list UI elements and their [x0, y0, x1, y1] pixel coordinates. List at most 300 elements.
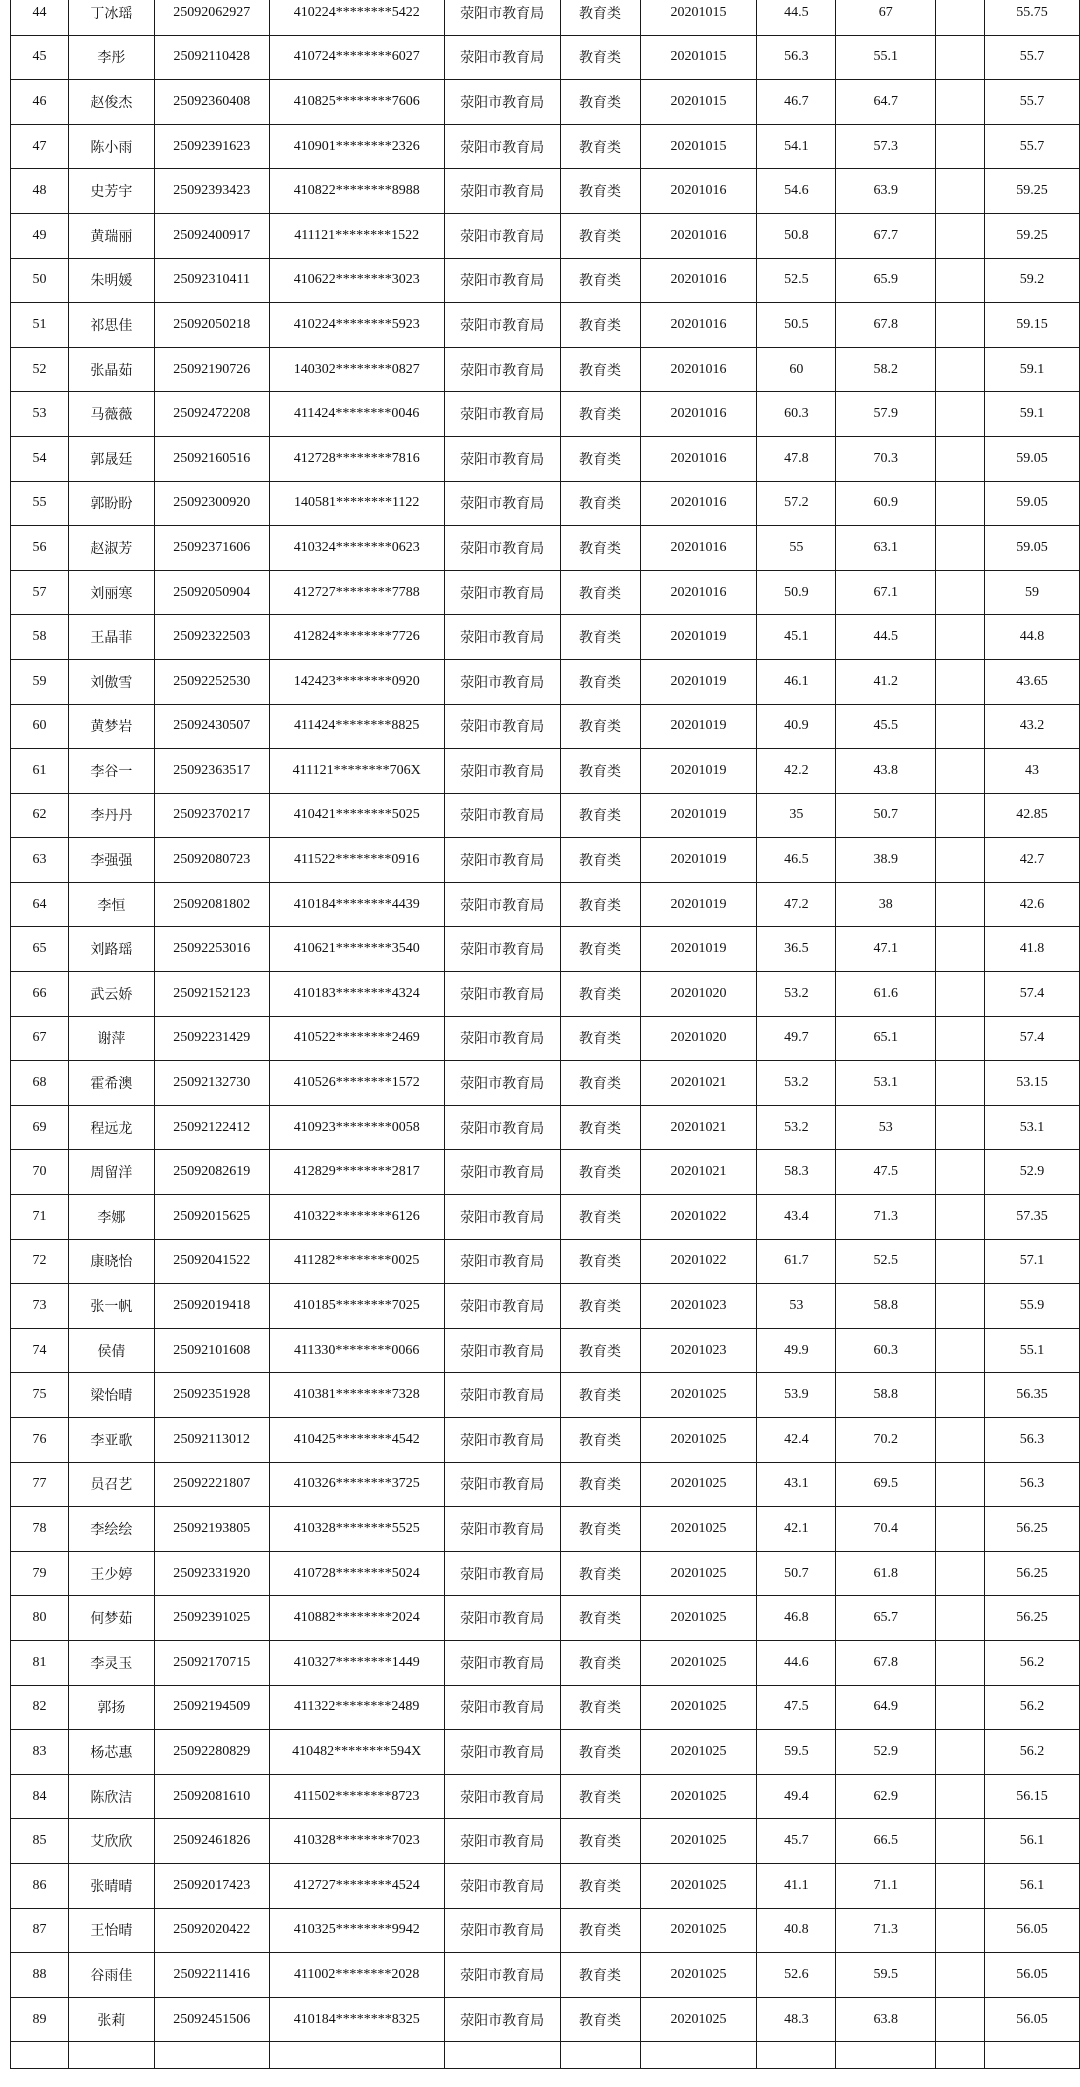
extra-score: [936, 793, 985, 838]
candidate-name: 陈欣洁: [68, 1774, 154, 1819]
table-row: [11, 0, 1080, 35]
written-score-2: 71.3: [836, 1195, 936, 1240]
candidate-name: 王怡晴: [68, 1908, 154, 1953]
written-score-1: 59.5: [757, 1730, 836, 1775]
extra-score: [936, 1774, 985, 1819]
row-number: 67: [11, 1016, 69, 1061]
written-score-1: 57.2: [757, 481, 836, 526]
exam-ticket-number: 25092190726: [154, 347, 269, 392]
row-number: 75: [11, 1373, 69, 1418]
written-score-2: 57.3: [836, 124, 936, 169]
candidate-name: 王少婷: [68, 1551, 154, 1596]
recruiting-unit: 荥阳市教育局: [444, 1061, 560, 1106]
total-score: 53.1: [985, 1105, 1080, 1150]
position-category: 教育类: [560, 1239, 640, 1284]
written-score-2: 59.5: [836, 1953, 936, 1998]
row-number: 82: [11, 1685, 69, 1730]
table-row: [11, 392, 1080, 437]
extra-score: [936, 169, 985, 214]
recruiting-unit: 荥阳市教育局: [444, 972, 560, 1017]
row-number: 53: [11, 392, 69, 437]
written-score-2: 70.2: [836, 1418, 936, 1463]
exam-ticket-number: 25092430507: [154, 704, 269, 749]
id-number: 410183********4324: [269, 972, 444, 1017]
recruiting-unit: 荥阳市教育局: [444, 1596, 560, 1641]
id-number: 411121********1522: [269, 213, 444, 258]
position-category: 教育类: [560, 1284, 640, 1329]
row-number: 58: [11, 615, 69, 660]
exam-ticket-number: 25092041522: [154, 1239, 269, 1284]
id-number: 410184********8325: [269, 1997, 444, 2042]
table-row: [11, 1328, 1080, 1373]
row-number: 44: [11, 0, 69, 35]
written-score-1: 49.9: [757, 1328, 836, 1373]
position-category: 教育类: [560, 659, 640, 704]
table-row: [11, 1551, 1080, 1596]
written-score-2: 61.8: [836, 1551, 936, 1596]
id-number: 410421********5025: [269, 793, 444, 838]
total-score: 44.8: [985, 615, 1080, 660]
position-code: 20201019: [640, 882, 757, 927]
candidate-name: 刘丽寒: [68, 570, 154, 615]
total-score: 42.85: [985, 793, 1080, 838]
total-score: 59.05: [985, 436, 1080, 481]
exam-ticket-number: 25092020422: [154, 1908, 269, 1953]
extra-score: [936, 35, 985, 80]
table-row: [11, 258, 1080, 303]
position-category: 教育类: [560, 1507, 640, 1552]
written-score-1: 42.1: [757, 1507, 836, 1552]
written-score-1: 52.5: [757, 258, 836, 303]
exam-ticket-number: 25092113012: [154, 1418, 269, 1463]
written-score-2: 70.3: [836, 436, 936, 481]
position-code: 20201025: [640, 1953, 757, 1998]
position-code: 20201025: [640, 1507, 757, 1552]
total-score: 59.25: [985, 213, 1080, 258]
id-number: 410185********7025: [269, 1284, 444, 1329]
id-number: 410325********9942: [269, 1908, 444, 1953]
exam-ticket-number: 25092310411: [154, 258, 269, 303]
candidate-name: 陈小雨: [68, 124, 154, 169]
id-number: 411282********0025: [269, 1239, 444, 1284]
position-category: 教育类: [560, 124, 640, 169]
empty-cell: [154, 2042, 269, 2069]
written-score-2: 65.7: [836, 1596, 936, 1641]
score-table: [10, 0, 1080, 2069]
recruiting-unit: 荥阳市教育局: [444, 1997, 560, 2042]
position-code: 20201019: [640, 659, 757, 704]
exam-ticket-number: 25092082619: [154, 1150, 269, 1195]
table-row: [11, 213, 1080, 258]
row-number: 54: [11, 436, 69, 481]
written-score-2: 60.3: [836, 1328, 936, 1373]
written-score-2: 52.5: [836, 1239, 936, 1284]
id-number: 410526********1572: [269, 1061, 444, 1106]
position-code: 20201015: [640, 124, 757, 169]
written-score-2: 50.7: [836, 793, 936, 838]
written-score-2: 69.5: [836, 1462, 936, 1507]
written-score-1: 48.3: [757, 1997, 836, 2042]
candidate-name: 李亚歌: [68, 1418, 154, 1463]
position-code: 20201025: [640, 1819, 757, 1864]
recruiting-unit: 荥阳市教育局: [444, 436, 560, 481]
exam-ticket-number: 25092451506: [154, 1997, 269, 2042]
id-number: 410724********6027: [269, 35, 444, 80]
position-category: 教育类: [560, 1997, 640, 2042]
exam-ticket-number: 25092371606: [154, 526, 269, 571]
position-category: 教育类: [560, 1819, 640, 1864]
row-number: 74: [11, 1328, 69, 1373]
extra-score: [936, 749, 985, 794]
total-score: 59: [985, 570, 1080, 615]
written-score-2: 55.1: [836, 35, 936, 80]
position-code: 20201016: [640, 169, 757, 214]
position-code: 20201016: [640, 258, 757, 303]
row-number: 68: [11, 1061, 69, 1106]
extra-score: [936, 526, 985, 571]
written-score-1: 50.5: [757, 303, 836, 348]
total-score: 56.05: [985, 1908, 1080, 1953]
written-score-1: 56.3: [757, 35, 836, 80]
id-number: 410825********7606: [269, 80, 444, 125]
written-score-2: 58.2: [836, 347, 936, 392]
empty-cell: [11, 2042, 69, 2069]
exam-ticket-number: 25092062927: [154, 0, 269, 35]
written-score-2: 52.9: [836, 1730, 936, 1775]
written-score-2: 71.3: [836, 1908, 936, 1953]
id-number: 410621********3540: [269, 927, 444, 972]
total-score: 56.2: [985, 1640, 1080, 1685]
exam-ticket-number: 25092351928: [154, 1373, 269, 1418]
position-code: 20201025: [640, 1997, 757, 2042]
candidate-name: 朱明媛: [68, 258, 154, 303]
table-row: [11, 481, 1080, 526]
position-code: 20201019: [640, 838, 757, 883]
total-score: 56.1: [985, 1819, 1080, 1864]
table-row: [11, 303, 1080, 348]
written-score-2: 67: [836, 0, 936, 35]
row-number: 66: [11, 972, 69, 1017]
candidate-name: 谷雨佳: [68, 1953, 154, 1998]
table-row-partial: [11, 2042, 1080, 2069]
exam-ticket-number: 25092101608: [154, 1328, 269, 1373]
position-category: 教育类: [560, 526, 640, 571]
position-category: 教育类: [560, 35, 640, 80]
extra-score: [936, 1418, 985, 1463]
total-score: 56.2: [985, 1685, 1080, 1730]
table-row: [11, 793, 1080, 838]
written-score-1: 47.2: [757, 882, 836, 927]
recruiting-unit: 荥阳市教育局: [444, 213, 560, 258]
extra-score: [936, 1997, 985, 2042]
total-score: 56.05: [985, 1997, 1080, 2042]
candidate-name: 杨芯惠: [68, 1730, 154, 1775]
table-row: [11, 1150, 1080, 1195]
empty-cell: [936, 2042, 985, 2069]
total-score: 59.15: [985, 303, 1080, 348]
total-score: 56.25: [985, 1596, 1080, 1641]
recruiting-unit: 荥阳市教育局: [444, 1774, 560, 1819]
written-score-2: 57.9: [836, 392, 936, 437]
written-score-2: 70.4: [836, 1507, 936, 1552]
row-number: 59: [11, 659, 69, 704]
table-row: [11, 1774, 1080, 1819]
table-row: [11, 570, 1080, 615]
extra-score: [936, 0, 985, 35]
written-score-1: 61.7: [757, 1239, 836, 1284]
id-number: 410328********5525: [269, 1507, 444, 1552]
position-code: 20201016: [640, 347, 757, 392]
exam-ticket-number: 25092170715: [154, 1640, 269, 1685]
candidate-name: 李绘绘: [68, 1507, 154, 1552]
extra-score: [936, 80, 985, 125]
recruiting-unit: 荥阳市教育局: [444, 1551, 560, 1596]
table-row: [11, 1373, 1080, 1418]
candidate-name: 李强强: [68, 838, 154, 883]
written-score-2: 44.5: [836, 615, 936, 660]
position-code: 20201025: [640, 1908, 757, 1953]
recruiting-unit: 荥阳市教育局: [444, 1328, 560, 1373]
exam-ticket-number: 25092194509: [154, 1685, 269, 1730]
empty-cell: [68, 2042, 154, 2069]
id-number: 140581********1122: [269, 481, 444, 526]
written-score-1: 53.9: [757, 1373, 836, 1418]
row-number: 64: [11, 882, 69, 927]
exam-ticket-number: 25092331920: [154, 1551, 269, 1596]
written-score-1: 42.4: [757, 1418, 836, 1463]
position-code: 20201025: [640, 1863, 757, 1908]
position-code: 20201019: [640, 615, 757, 660]
table-row: [11, 347, 1080, 392]
extra-score: [936, 347, 985, 392]
written-score-2: 64.7: [836, 80, 936, 125]
row-number: 57: [11, 570, 69, 615]
row-number: 77: [11, 1462, 69, 1507]
candidate-name: 李丹丹: [68, 793, 154, 838]
candidate-name: 刘路瑶: [68, 927, 154, 972]
position-code: 20201016: [640, 213, 757, 258]
written-score-2: 63.1: [836, 526, 936, 571]
candidate-name: 张晶茹: [68, 347, 154, 392]
table-row: [11, 1953, 1080, 1998]
total-score: 59.05: [985, 481, 1080, 526]
recruiting-unit: 荥阳市教育局: [444, 0, 560, 35]
position-category: 教育类: [560, 704, 640, 749]
extra-score: [936, 1640, 985, 1685]
position-code: 20201016: [640, 481, 757, 526]
written-score-1: 49.4: [757, 1774, 836, 1819]
candidate-name: 史芳宇: [68, 169, 154, 214]
written-score-1: 46.5: [757, 838, 836, 883]
position-category: 教育类: [560, 436, 640, 481]
row-number: 56: [11, 526, 69, 571]
position-category: 教育类: [560, 615, 640, 660]
candidate-name: 郭扬: [68, 1685, 154, 1730]
empty-cell: [560, 2042, 640, 2069]
total-score: 56.35: [985, 1373, 1080, 1418]
exam-ticket-number: 25092152123: [154, 972, 269, 1017]
position-category: 教育类: [560, 1418, 640, 1463]
row-number: 60: [11, 704, 69, 749]
id-number: 411424********0046: [269, 392, 444, 437]
total-score: 59.1: [985, 392, 1080, 437]
row-number: 71: [11, 1195, 69, 1240]
recruiting-unit: 荥阳市教育局: [444, 1863, 560, 1908]
written-score-2: 67.1: [836, 570, 936, 615]
position-category: 教育类: [560, 1908, 640, 1953]
position-category: 教育类: [560, 80, 640, 125]
row-number: 84: [11, 1774, 69, 1819]
total-score: 59.05: [985, 526, 1080, 571]
row-number: 73: [11, 1284, 69, 1329]
id-number: 410224********5422: [269, 0, 444, 35]
written-score-2: 63.8: [836, 1997, 936, 2042]
candidate-name: 郭盼盼: [68, 481, 154, 526]
candidate-name: 张一帆: [68, 1284, 154, 1329]
total-score: 56.3: [985, 1418, 1080, 1463]
row-number: 48: [11, 169, 69, 214]
candidate-name: 马薇薇: [68, 392, 154, 437]
written-score-2: 38: [836, 882, 936, 927]
position-code: 20201022: [640, 1239, 757, 1284]
position-category: 教育类: [560, 1328, 640, 1373]
total-score: 55.7: [985, 124, 1080, 169]
exam-ticket-number: 25092400917: [154, 213, 269, 258]
table-row: [11, 659, 1080, 704]
position-code: 20201025: [640, 1373, 757, 1418]
total-score: 59.2: [985, 258, 1080, 303]
table-row: [11, 1908, 1080, 1953]
exam-ticket-number: 25092300920: [154, 481, 269, 526]
total-score: 56.1: [985, 1863, 1080, 1908]
recruiting-unit: 荥阳市教育局: [444, 1819, 560, 1864]
recruiting-unit: 荥阳市教育局: [444, 1239, 560, 1284]
table-row: [11, 749, 1080, 794]
position-code: 20201016: [640, 570, 757, 615]
candidate-name: 刘傲雪: [68, 659, 154, 704]
position-category: 教育类: [560, 481, 640, 526]
table-row: [11, 1239, 1080, 1284]
written-score-2: 58.8: [836, 1373, 936, 1418]
id-number: 410324********0623: [269, 526, 444, 571]
written-score-2: 71.1: [836, 1863, 936, 1908]
exam-ticket-number: 25092221807: [154, 1462, 269, 1507]
total-score: 42.6: [985, 882, 1080, 927]
written-score-1: 44.6: [757, 1640, 836, 1685]
recruiting-unit: 荥阳市教育局: [444, 303, 560, 348]
extra-score: [936, 124, 985, 169]
candidate-name: 黄瑞丽: [68, 213, 154, 258]
extra-score: [936, 1685, 985, 1730]
position-code: 20201020: [640, 972, 757, 1017]
position-category: 教育类: [560, 570, 640, 615]
table-row: [11, 35, 1080, 80]
written-score-1: 40.8: [757, 1908, 836, 1953]
row-number: 83: [11, 1730, 69, 1775]
total-score: 42.7: [985, 838, 1080, 883]
table-row: [11, 1016, 1080, 1061]
recruiting-unit: 荥阳市教育局: [444, 1730, 560, 1775]
position-category: 教育类: [560, 1016, 640, 1061]
total-score: 56.05: [985, 1953, 1080, 1998]
recruiting-unit: 荥阳市教育局: [444, 481, 560, 526]
table-body: [11, 0, 1080, 2069]
candidate-name: 赵淑芳: [68, 526, 154, 571]
exam-ticket-number: 25092280829: [154, 1730, 269, 1775]
candidate-name: 李娜: [68, 1195, 154, 1240]
extra-score: [936, 1195, 985, 1240]
total-score: 55.75: [985, 0, 1080, 35]
total-score: 43.2: [985, 704, 1080, 749]
position-code: 20201021: [640, 1150, 757, 1195]
row-number: 65: [11, 927, 69, 972]
position-category: 教育类: [560, 169, 640, 214]
exam-ticket-number: 25092252530: [154, 659, 269, 704]
total-score: 59.25: [985, 169, 1080, 214]
recruiting-unit: 荥阳市教育局: [444, 1640, 560, 1685]
position-category: 教育类: [560, 1640, 640, 1685]
candidate-name: 祁思佳: [68, 303, 154, 348]
row-number: 87: [11, 1908, 69, 1953]
row-number: 80: [11, 1596, 69, 1641]
candidate-name: 谢萍: [68, 1016, 154, 1061]
recruiting-unit: 荥阳市教育局: [444, 35, 560, 80]
position-category: 教育类: [560, 882, 640, 927]
id-number: 410901********2326: [269, 124, 444, 169]
recruiting-unit: 荥阳市教育局: [444, 169, 560, 214]
table-row: [11, 1284, 1080, 1329]
position-code: 20201016: [640, 392, 757, 437]
position-category: 教育类: [560, 972, 640, 1017]
total-score: 43.65: [985, 659, 1080, 704]
table-row: [11, 1418, 1080, 1463]
recruiting-unit: 荥阳市教育局: [444, 1507, 560, 1552]
written-score-1: 47.8: [757, 436, 836, 481]
recruiting-unit: 荥阳市教育局: [444, 1284, 560, 1329]
exam-ticket-number: 25092211416: [154, 1953, 269, 1998]
extra-score: [936, 927, 985, 972]
written-score-1: 47.5: [757, 1685, 836, 1730]
empty-cell: [444, 2042, 560, 2069]
written-score-1: 45.7: [757, 1819, 836, 1864]
extra-score: [936, 1551, 985, 1596]
position-code: 20201025: [640, 1418, 757, 1463]
total-score: 56.25: [985, 1507, 1080, 1552]
position-code: 20201025: [640, 1462, 757, 1507]
position-code: 20201015: [640, 35, 757, 80]
row-number: 79: [11, 1551, 69, 1596]
table-row: [11, 972, 1080, 1017]
row-number: 62: [11, 793, 69, 838]
table-row: [11, 1507, 1080, 1552]
id-number: 142423********0920: [269, 659, 444, 704]
id-number: 411330********0066: [269, 1328, 444, 1373]
id-number: 410184********4439: [269, 882, 444, 927]
written-score-2: 43.8: [836, 749, 936, 794]
exam-ticket-number: 25092110428: [154, 35, 269, 80]
position-category: 教育类: [560, 1863, 640, 1908]
id-number: 410482********594X: [269, 1730, 444, 1775]
recruiting-unit: 荥阳市教育局: [444, 704, 560, 749]
row-number: 85: [11, 1819, 69, 1864]
position-category: 教育类: [560, 1105, 640, 1150]
candidate-name: 张莉: [68, 1997, 154, 2042]
recruiting-unit: 荥阳市教育局: [444, 615, 560, 660]
position-category: 教育类: [560, 347, 640, 392]
written-score-2: 67.8: [836, 303, 936, 348]
candidate-name: 张晴晴: [68, 1863, 154, 1908]
position-category: 教育类: [560, 1551, 640, 1596]
